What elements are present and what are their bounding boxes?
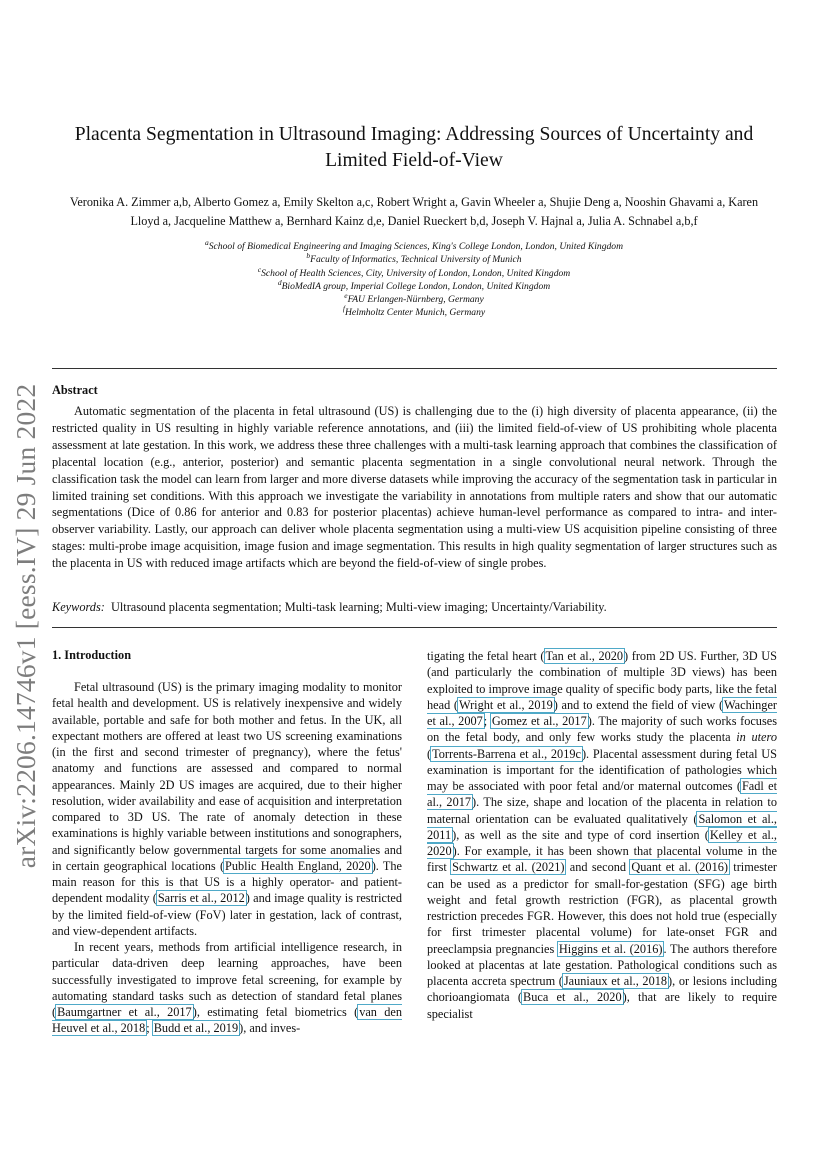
affiliation-a: $^a$School of Biomedical Engineering and Imaging Sciences, King's College London, London, United Kingdom (204, 237, 624, 252)
citation-link[interactable]: Jauniaux et al., 2018 (563, 974, 668, 988)
citation-link[interactable]: Wright et al., 2019 (458, 697, 553, 712)
citation-link[interactable]: Public Health England, 2020 (225, 858, 371, 873)
affiliation-list (100, 237, 728, 320)
author-names: Veronika A. Zimmer a,b, Alberto Gomez a, Emily Skelton a,c, Robert Wright a, Gavin Wheeler a, Shujie Deng a, Nooshin Ghavami a, Karen Lloyd a, Jacqueline Matthew a, Bernhard Kainz d,e, Daniel Rueckert b,d, Joseph V. Hajnal a, Julia A. Schnabel a,b,f (69, 195, 759, 228)
keywords-text: Ultrasound placenta segmentation; Multi-task learning; Multi-view imaging; Uncertainty/Variability. (110, 600, 607, 614)
intro-paragraph-2: In recent years, methods from artificial intelligence research, in particular data-driven deep learning approaches, have been successfully investigated to improve fetal screening, for example by automating standard tasks such as detection of standard fetal planes (Baumgartner et al., 2017), estimating fetal biometrics (van den Heuvel et al., 2018; Budd et al., 2019), and inves- (52, 940, 403, 1036)
affiliation-e: $^e$FAU Erlangen-Nürnberg, Germany (344, 291, 484, 306)
affiliation-c: $^c$School of Health Sciences, City, University of London, London, United Kingdom (257, 264, 571, 279)
abstract-bottom-rule (52, 627, 777, 628)
citation-link[interactable]: Sarris et al., 2012 (157, 891, 245, 906)
paper-title: Placenta Segmentation in Ultrasound Imaging: Addressing Sources of Uncertainty and Limited Field-of-View (74, 124, 754, 171)
citation-link[interactable]: Quant et al. (2016) (631, 860, 728, 875)
intro-paragraph-1: Fetal ultrasound (US) is the primary imaging modality to monitor fetal health and development. US is relatively inexpensive and widely available, portable and safe for both mother and fetus. In the UK, all expectant mothers are offered at least two US screening examinations (in the first and second trimester of pregnancy), where the fetus' anatomy and functions are assessed and compared to normal appearances. Mainly 2D US images are acquired, due to their higher resolution, wider availability and ease of acquisition and interpretation compared to 3D US. The rate of anomaly detection in these examinations is highly variable between institutions and sonographers, and significantly below governmental targets for some anomalies and in certain geographical locations (Public Health England, 2020). The main reason for this is that US is a highly operator- and patient-dependent modality (Sarris et al., 2012) and image quality is restricted by the limited field-of-view (FoV) later in gestation, lack of contrast, and view-dependent artifacts. (52, 680, 403, 938)
citation-link[interactable]: Baumgartner et al., 2017 (57, 1005, 192, 1019)
section-heading-introduction: 1. Introduction (52, 648, 132, 662)
citation-link[interactable]: Fadl et al., 2017 (427, 779, 777, 810)
left-column (52, 679, 402, 1037)
arxiv-identifier: arXiv:2206.14746v1 [eess.IV] 29 Jun 2022 (10, 383, 41, 869)
citation-link[interactable]: Tan et al., 2020 (545, 649, 624, 663)
abstract-text: Automatic segmentation of the placenta in fetal ultrasound (US) is challenging due to the (i) high diversity of placenta appearance, (ii) the restricted quality in US resulting in highly variable reference annotations, and (iii) the limited field-of-view of US prohibiting whole placenta assessment at late gestation. In this work, we address these three challenges with a multi-task learning approach that combines the classification of placental location (e.g., anterior, posterior) and semantic placenta segmentation in a single convolutional neural network. Through the classification task the model can learn from larger and more diverse datasets while improving the accuracy of the segmentation task in particular in limited training set conditions. With this approach we investigate the variability in annotations from multiple raters and show that our automatic segmentations (Dice of 0.86 for anterior and 0.83 for posterior placentas) achieve human-level performance as compared to intra- and inter-observer variability. Lastly, our approach can deliver whole placenta segmentation using a multi-view US acquisition pipeline consisting of three stages: multi-probe image acquisition, image fusion and image segmentation. This results in high quality segmentation of larger structures such as the placenta in US with reduced image artifacts which are beyond the field-of-view of single probes. (52, 404, 777, 571)
citation-link[interactable]: Kelley et al., 2020 (427, 827, 777, 858)
author-list (55, 193, 773, 230)
affiliation-b: $^b$Faculty of Informatics, Technical University of Munich (306, 251, 522, 266)
citation-link[interactable]: Torrents-Barrena et al., 2019c (432, 746, 581, 761)
citation-link[interactable]: Higgins et al. (2016) (558, 941, 663, 956)
citation-link[interactable]: Buca et al., 2020 (523, 990, 622, 1005)
intro-paragraph-2-continued: tigating the fetal heart (Tan et al., 2020) from 2D US. Further, 3D US (and particularly the combination of multiple 3D views) has been exploited to improve image quality of specific body parts, like the fetal head (Wright et al., 2019) and to extend the field of view (Wachinger et al., 2007; Gomez et al., 2017). The majority of such works focuses on the fetal body, and only few works study the placenta in utero (Torrents-Barrena et al., 2019c). Placental assessment during fetal US examination is important for the identification of pathologies which may be associated with poor fetal and/or maternal outcomes (Fadl et al., 2017). The size, shape and location of the placenta in relation to maternal orientation can be evaluated qualitatively (Salomon et al., 2011), as well as the site and type of cord insertion (Kelley et al., 2020). For example, it has been shown that placental volume in the first Schwartz et al. (2021) and second Quant et al. (2016) trimester can be used as a predictor for small-for-gestation (SFG) age birth weight and fetal growth restriction (FGR), as placental growth restriction precedes FGR. However, this does not hold true (especially for first trimester placental volume) for late-onset FGR and preeclampsia pregnancies Higgins et al. (2016). The authors therefore looked at placentas at late gestation. Pathological conditions such as placenta accreta spectrum (Jauniaux et al., 2018), or lesions including chorioangiomata (Buca et al., 2020), that are likely to require specialist (427, 649, 777, 1021)
affiliation-d: $^d$BioMedIA group, Imperial College London, London, United Kingdom (277, 277, 551, 292)
keywords-label: Keywords: (52, 600, 105, 614)
citation-link[interactable]: van den Heuvel et al., 2018 (52, 1005, 403, 1036)
affiliation-f: $^f$Helmholtz Center Munich, Germany (342, 304, 486, 319)
citation-link[interactable]: Salomon et al., 2011 (427, 811, 777, 842)
citation-link[interactable]: Gomez et al., 2017 (491, 714, 587, 728)
keywords-line (52, 599, 777, 616)
right-column (427, 648, 777, 1022)
abstract-heading: Abstract (52, 383, 98, 397)
citation-link[interactable]: Budd et al., 2019 (153, 1021, 239, 1036)
citation-link[interactable]: Schwartz et al. (2021) (452, 860, 565, 875)
abstract-top-rule (52, 368, 777, 369)
citation-link[interactable]: Wachinger et al., 2007 (427, 697, 777, 728)
